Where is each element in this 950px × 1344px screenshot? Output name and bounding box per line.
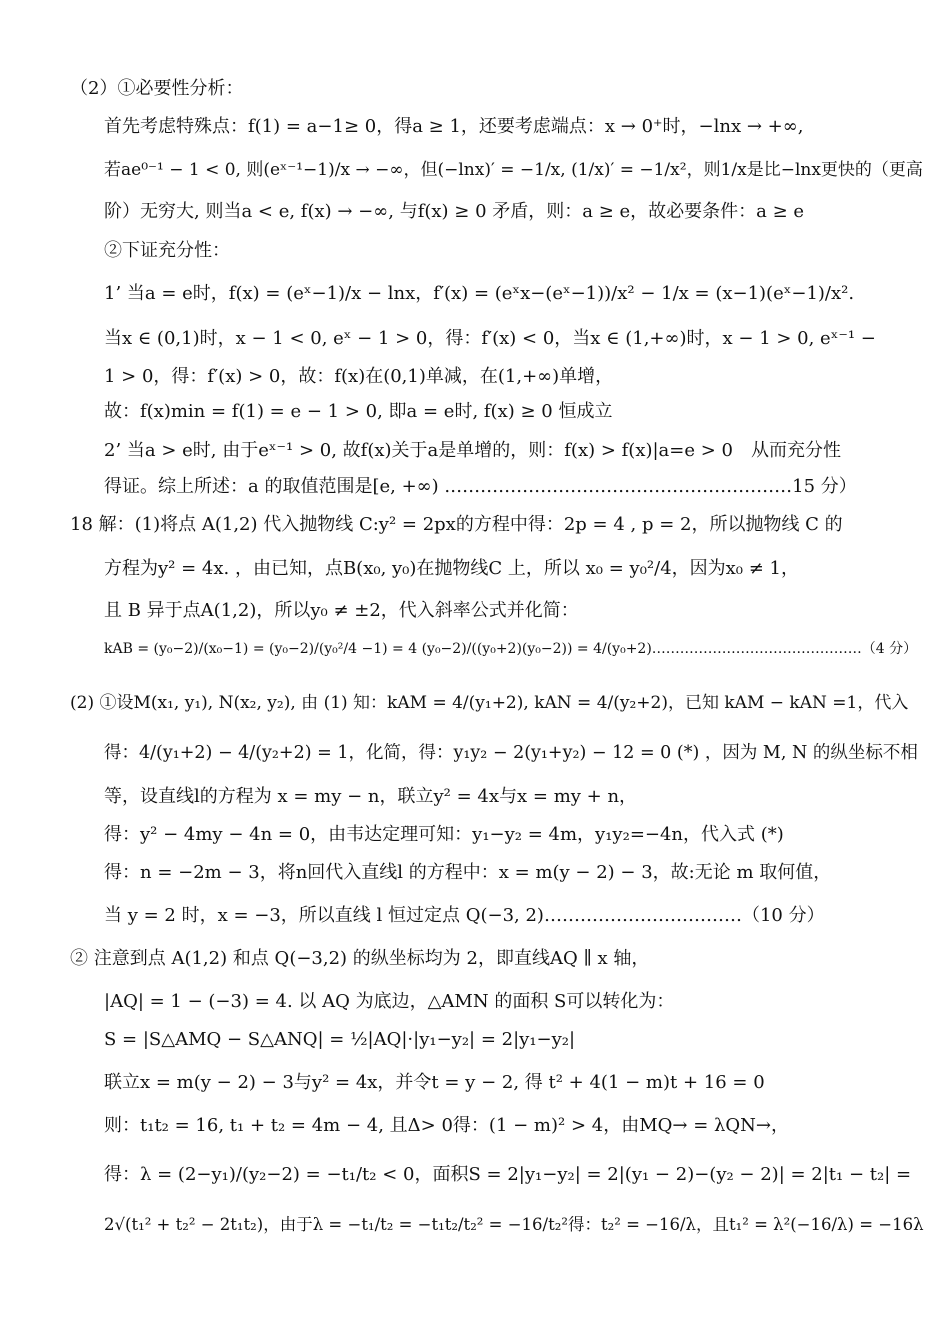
text-line-4: 阶）无穷大, 则当a < e, f(x) → −∞, 与f(x) ≥ 0 矛盾，则：a ≥ e，故必要条件：a ≥ e: [104, 201, 805, 222]
text-line-18: 等，设直线l的方程为 x = my − n，联立y² = 4x与x = my + n，: [104, 786, 638, 807]
text-line-23: |AQ| = 1 − (−3) = 4. 以 AQ 为底边，△AMN 的面积 S可以转化为：: [104, 991, 675, 1012]
text-line-27: 得：λ = (2−y₁)/(y₂−2) = −t₁/t₂ < 0，面积S = 2|y₁−y₂| = 2|(y₁ − 2)−(y₂ − 2)| = 2|t₁ − t₂| =: [104, 1164, 912, 1185]
text-line-11: 得证。综上所述：a 的取值范围是[e, +∞) .…………………………………………………15 分）: [104, 476, 857, 497]
text-line-22: ② 注意到点 A(1,2) 和点 Q(−3,2) 的纵坐标均为 2，即直线AQ ∥ x 轴，: [70, 948, 650, 969]
text-line-13: 方程为y² = 4x. ，由已知，点B(x₀, y₀)在抛物线C 上，所以 x₀ = y₀²/4，因为x₀ ≠ 1，: [104, 558, 799, 579]
text-line-19: 得：y² − 4my − 4n = 0，由韦达定理可知：y₁−y₂ = 4m，y₁y₂=−4n，代入式 (*): [104, 824, 784, 845]
text-line-24: S = |S△AMQ − S△ANQ| = ½|AQ|·|y₁−y₂| = 2|y₁−y₂|: [104, 1029, 576, 1050]
text-line-5: ②下证充分性：: [104, 240, 230, 261]
text-line-7: 当x ∈ (0,1)时，x − 1 < 0, eˣ − 1 > 0，得：f′(x) < 0，当x ∈ (1,+∞)时，x − 1 > 0, eˣ⁻¹ −: [104, 328, 876, 349]
text-line-1: （2）①必要性分析：: [70, 78, 244, 99]
text-line-26: 则：t₁t₂ = 16, t₁ + t₂ = 4m − 4, 且Δ> 0得：(1 − m)² > 4，由MQ→ = λQN→，: [104, 1115, 789, 1136]
text-line-3: 若ae⁰⁻¹ − 1 < 0, 则(eˣ⁻¹−1)/x → −∞，但(−lnx)′ = −1/x, (1/x)′ = −1/x²，则1/x是比−lnx更快的（更高: [104, 160, 923, 180]
text-line-10: 2’ 当a > e时, 由于eˣ⁻¹ > 0, 故f(x)关于a是单增的，则：f(x) > f(x)|a=e > 0 从而充分性: [104, 440, 842, 461]
text-line-15: kAB = (y₀−2)/(x₀−1) = (y₀−2)/(y₀²/4 −1) = 4 (y₀−2)/((y₀+2)(y₀−2)) = 4/(y₀+2)………………………………………（4 分）: [104, 641, 918, 657]
text-line-28: 2√(t₁² + t₂² − 2t₁t₂)，由于λ = −t₁/t₂ = −t₁t₂/t₂² = −16/t₂²得：t₂² = −16/λ，且t₁² = λ²(−16/λ) = −16λ: [104, 1215, 924, 1234]
text-line-9: 故：f(x)min = f(1) = e − 1 > 0, 即a = e时, f(x) ≥ 0 恒成立: [104, 401, 613, 422]
text-line-6: 1’ 当a = e时，f(x) = (eˣ−1)/x − lnx，f′(x) = (eˣx−(eˣ−1))/x² − 1/x = (x−1)(eˣ−1)/x².: [104, 283, 855, 304]
text-line-8: 1 > 0，得：f′(x) > 0，故：f(x)在(0,1)单减，在(1,+∞)单增，: [104, 366, 614, 387]
text-line-17: 得：4/(y₁+2) − 4/(y₂+2) = 1，化简，得：y₁y₂ − 2(y₁+y₂) − 12 = 0 (*) ，因为 M, N 的纵坐标不相: [104, 743, 918, 763]
text-line-16: (2) ①设M(x₁, y₁), N(x₂, y₂), 由 (1) 知：kAM = 4/(y₁+2), kAN = 4/(y₂+2)，已知 kAM − kAN =1，代入: [70, 693, 909, 713]
text-line-14: 且 B 异于点A(1,2)，所以y₀ ≠ ±2，代入斜率公式并化简：: [104, 600, 579, 621]
text-line-25: 联立x = m(y − 2) − 3与y² = 4x，并令t = y − 2, 得 t² + 4(1 − m)t + 16 = 0: [104, 1072, 765, 1093]
text-line-2: 首先考虑特殊点：f(1) = a−1≥ 0，得a ≥ 1，还要考虑端点：x → 0⁺时，−lnx → +∞,: [104, 116, 804, 137]
text-line-12: 18 解：(1)将点 A(1,2) 代入抛物线 C:y² = 2px的方程中得：2p = 4 , p = 2，所以抛物线 C 的: [70, 514, 843, 535]
text-line-20: 得：n = −2m − 3，将n回代入直线l 的方程中：x = m(y − 2) − 3，故:无论 m 取何值，: [104, 862, 832, 883]
text-line-21: 当 y = 2 时，x = −3，所以直线 l 恒过定点 Q(−3, 2)……………………………（10 分）: [104, 905, 825, 926]
